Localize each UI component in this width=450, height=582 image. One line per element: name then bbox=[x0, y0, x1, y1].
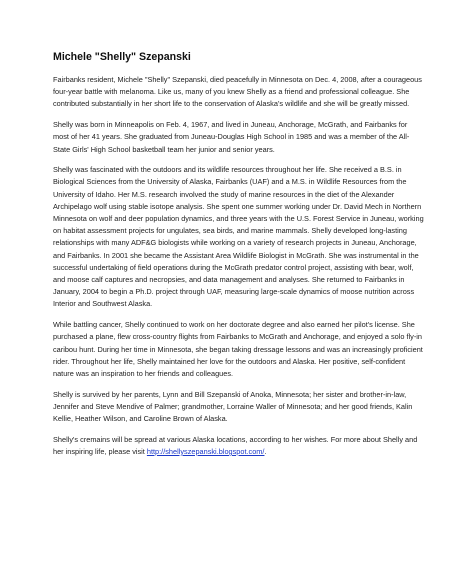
paragraph-survivors: Shelly is survived by her parents, Lynn and Bill Szepanski of Anoka, Minnesota; her sister and brother-in-law, Jennifer and Steve Mendive of Palmer; grandmother, Lorraine Waller of Minnesota; and her good friends, Kalin Kellie, Heather Wilson, and Caroline Brown of Alaska. bbox=[53, 389, 413, 424]
document-page bbox=[53, 50, 425, 467]
paragraph-later-life: While battling cancer, Shelly continued to work on her doctorate degree and also earned her pilot's license. She purchased a plane, flew cross-country flights from Fairbanks to McGrath and Anchorage, and enjoyed a solo fly-in caribou hunt. During her time in Minnesota, she began taking dressage lessons and was an increasingly proficient rider. Throughout her life, Shelly maintained her love for the outdoors and Alaska. Her positive, self-confident nature was an inspiration to her friends and colleagues. bbox=[53, 320, 423, 378]
blog-link[interactable]: http://shellyszepanski.blogspot.com/ bbox=[146, 446, 265, 456]
paragraph-intro: Fairbanks resident, Michele "Shelly" Szepanski, died peacefully in Minnesota on Dec. 4, 2008, after a courageous four-year battle with melanoma. Like us, many of you knew Shelly as a friend and professional colleague. She contributed substantially in her short life to the conservation of Alaska’s wildlife and she will be greatly missed. bbox=[53, 75, 422, 109]
paragraph-early-life: Shelly was born in Minneapolis on Feb. 4, 1967, and lived in Juneau, Anchorage, McGrath, and Fairbanks for most of her 41 years. She graduated from Juneau-Douglas High School in 1985 and was a member of the All-State Girls' High School basketball team her junior and senior years. bbox=[53, 120, 410, 154]
paragraph-career: Shelly was fascinated with the outdoors and its wildlife resources throughout her life. She received a B.S. in Biological Sciences from the University of Alaska, Fairbanks (UAF) and a M.S. in Wildlife Resources from the University of Idaho. Her M.S. research involved the study of marine resources in the diet of the Alexander Archipelago wolf using stable isotope analysis. She spent one summer working under Dr. David Mech in Northern Minnesota on wolf and deer population dynamics, and three years with the U.S. Forest Service in Juneau, working on habitat assessment projects for ungulates, sea birds, and marine mammals. Shelly developed long-lasting relationships with many ADF&G biologists while working on a variety of research projects in Juneau, Anchorage, and Fairbanks. In 2001 she became the Assistant Area Wildlife Biologist in McGrath. She was instrumental in the successful undertaking of field operations during the McGrath predator control project, assisting with bear, wolf, and moose calf captures and necropsies, and data management and analyses. She returned to Fairbanks in January, 2004 to begin a Ph.D. project through UAF, measuring large-scale dynamics of moose nutrition across Interior and Southwest Alaska. bbox=[53, 165, 424, 309]
paragraph-closing bbox=[53, 434, 425, 458]
closing-period: . bbox=[264, 446, 267, 456]
document-title: Michele "Shelly" Szepanski bbox=[53, 51, 191, 63]
closing-text: Shelly's cremains will be spread at various Alaska locations, according to her wishes. For more about Shelly and her inspiring life, please visit bbox=[53, 434, 418, 456]
